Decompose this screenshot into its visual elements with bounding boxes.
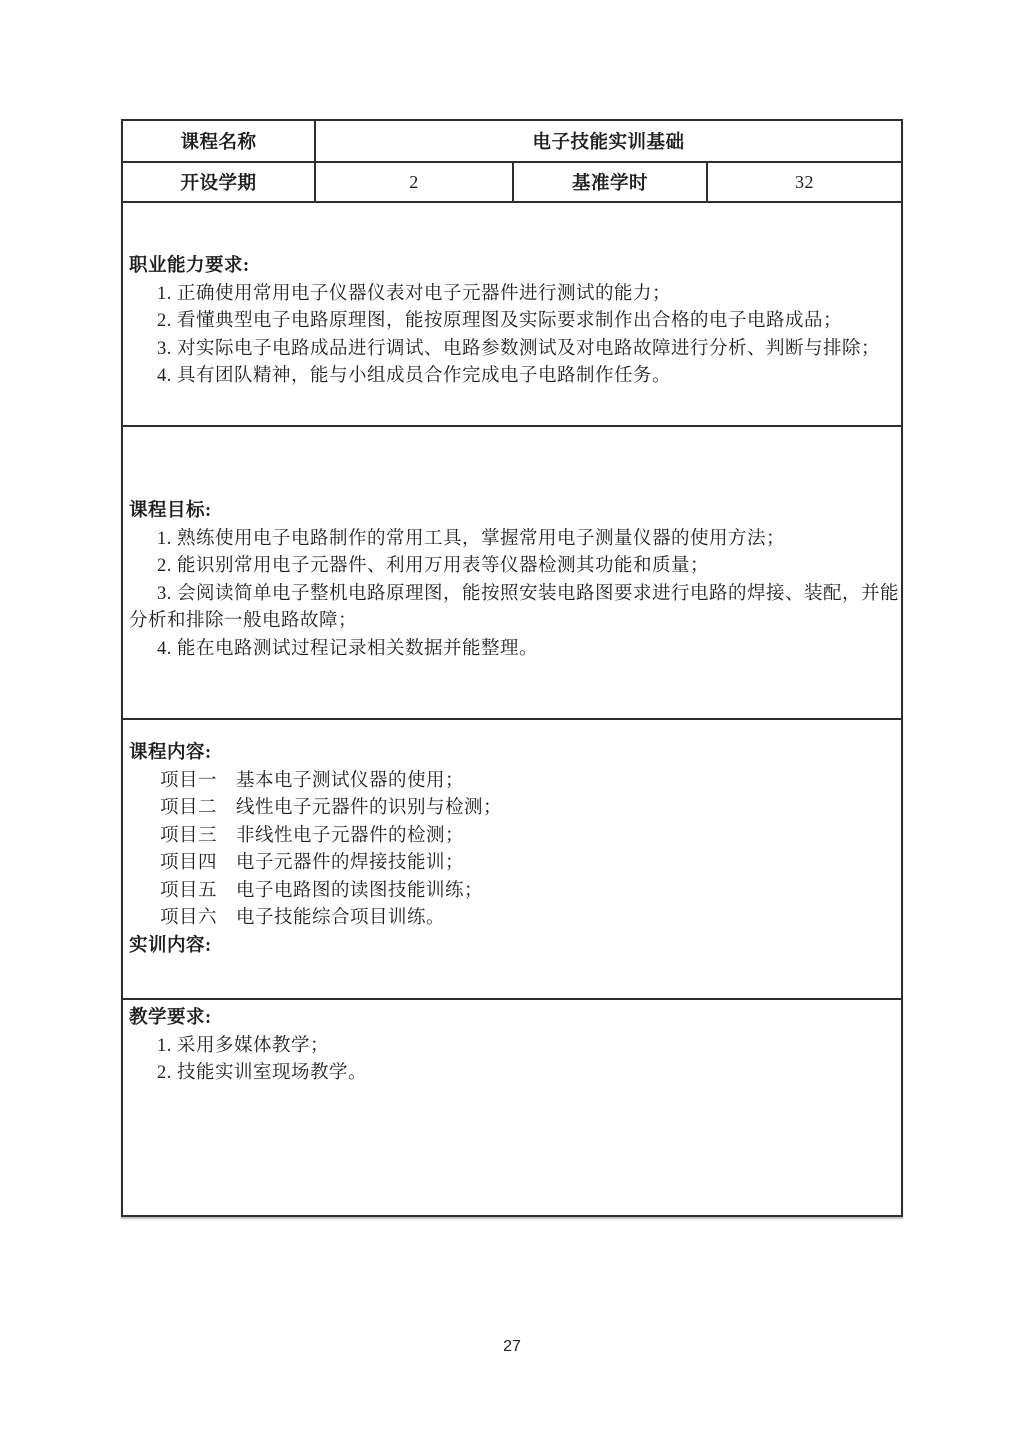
list-item: 4. 具有团队精神，能与小组成员合作完成电子电路制作任务。: [157, 366, 672, 386]
list-item: 1. 熟练使用电子电路制作的常用工具，掌握常用电子测量仪器的使用方法；: [157, 528, 786, 549]
page-number: 27: [503, 1338, 521, 1355]
base-hours-value: 32: [795, 171, 814, 192]
list-item: 2. 能识别常用电子元器件、利用万用表等仪器检测其功能和质量；: [157, 556, 710, 576]
list-item: 2. 技能实训室现场教学。: [157, 1063, 368, 1083]
list-item: 项目四 电子元器件的焊接技能训；: [160, 853, 465, 873]
semester-hours-row: [123, 163, 901, 203]
section-course-goals: [123, 427, 901, 720]
course-syllabus-table: [121, 119, 903, 1217]
list-item: 1. 采用多媒体教学；: [157, 1035, 330, 1056]
list-item: 项目三 非线性电子元器件的检测；: [160, 825, 465, 846]
course-name-row: [123, 121, 901, 163]
list-item: 2. 看懂典型电子电路原理图，能按原理图及实际要求制作出合格的电子电路成品；: [157, 311, 843, 331]
vocational-ability-title: 职业能力要求:: [129, 256, 250, 276]
list-item: 3. 会阅读简单电子整机电路原理图，能按照安装电路图要求进行电路的焊接、装配，并能分析和排除一般电路故障；: [129, 583, 900, 631]
list-item: 4. 能在电路测试过程记录相关数据并能整理。: [157, 638, 539, 659]
semester-value: 2: [316, 163, 514, 201]
list-item: 项目六 电子技能综合项目训练。: [160, 908, 446, 928]
list-item: 项目一 基本电子测试仪器的使用；: [160, 770, 465, 791]
list-item: 项目五 电子电路图的读图技能训练；: [160, 880, 484, 901]
course-content-title: 课程内容:: [129, 743, 212, 763]
semester-label: 开设学期: [123, 163, 316, 201]
section-course-content: [123, 720, 901, 1000]
course-name-label: 课程名称: [123, 121, 316, 161]
base-hours-label: 基准学时: [514, 163, 708, 201]
teaching-requirements-title: 教学要求:: [129, 1008, 212, 1028]
course-goals-title: 课程目标:: [129, 501, 212, 521]
practice-content-title: 实训内容:: [129, 935, 212, 956]
section-vocational-ability: [123, 203, 901, 427]
course-name-value: 电子技能实训基础: [532, 133, 685, 153]
list-item: 1. 正确使用常用电子仪器仪表对电子元器件进行测试的能力；: [157, 283, 672, 304]
section-teaching-requirements: [123, 1000, 901, 1215]
list-item: 3. 对实际电子电路成品进行调试、电路参数测试及对电路故障进行分析、判断与排除；: [157, 338, 881, 359]
list-item: 项目二 线性电子元器件的识别与检测；: [160, 798, 503, 818]
